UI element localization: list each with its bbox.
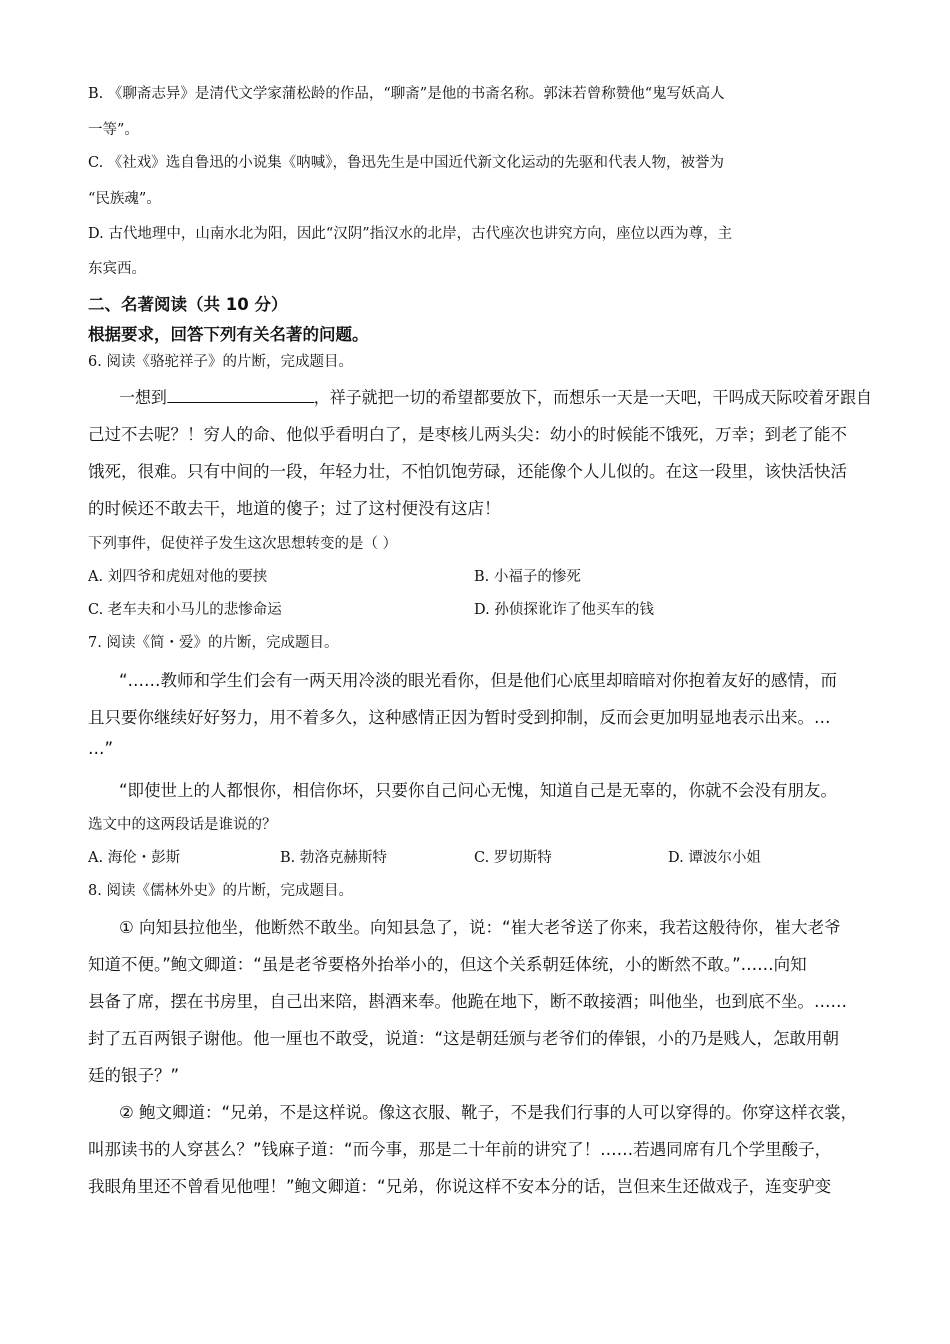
q7-passage1-line2: 且只要你继续好好努力，用不着多久，这种感情正因为暂时受到抑制，反而会更加明显地表示出来。…	[88, 708, 831, 727]
q8-stem: 8. 阅读《儒林外史》的片断，完成题目。	[88, 883, 353, 899]
q7-stem: 7. 阅读《简・爱》的片断，完成题目。	[88, 635, 339, 651]
q8-passage2-line1: ② 鲍文卿道：“兄弟，不是这样说。像这衣服、靴子，不是我们行事的人可以穿得的。你穿这样衣裳，	[119, 1103, 858, 1122]
q8-passage2-line2: 叫那读书的人穿甚么？”钱麻子道：“而今事，那是二十年前的讲究了！……若遇同席有几个学里酸子，	[88, 1140, 832, 1159]
q6-option-d[interactable]: D. 孙侦探讹诈了他买车的钱	[474, 602, 654, 618]
q8-passage1-line4: 封了五百两银子谢他。他一厘也不敢受，说道：“这是朝廷颁与老爷们的俸银，小的乃是贱人，怎敢用朝	[88, 1029, 840, 1048]
option-d-line2: 东宾西。	[88, 261, 146, 277]
q7-option-a[interactable]: A. 海伦・彭斯	[88, 850, 181, 866]
q7-passage1-line3: …”	[88, 739, 114, 758]
q7-passage1-line1: “……教师和学生们会有一两天用冷淡的眼光看你，但是他们心底里却暗暗对你抱着友好的感情，而	[119, 671, 838, 690]
q6-option-b[interactable]: B. 小福子的惨死	[474, 569, 581, 585]
q7-option-b[interactable]: B. 勃洛克赫斯特	[280, 850, 387, 866]
option-c-line2: “民族魂”。	[88, 191, 161, 207]
q6-passage-post: ，祥子就把一切的希望都要放下，而想乐一天是一天吧，干吗成天际咬着牙跟自	[313, 388, 872, 407]
q6-passage-pre: 一想到	[119, 388, 167, 407]
q6-passage-line2: 己过不去呢？！穷人的命、他似乎看明白了，是枣核儿两头尖：幼小的时候能不饿死，万幸；到老了能不	[88, 425, 847, 444]
option-b-line2: 一等”。	[88, 122, 139, 138]
q7-option-c[interactable]: C. 罗切斯特	[474, 850, 552, 866]
q6-option-c[interactable]: C. 老车夫和小马儿的悲惨命运	[88, 602, 282, 618]
section-heading: 二、名著阅读（共 10 分）	[88, 295, 288, 314]
q6-question: 下列事件，促使祥子发生这次思想转变的是（ ）	[88, 536, 398, 552]
q6-stem: 6. 阅读《骆驼祥子》的片断，完成题目。	[88, 354, 353, 370]
q7-question: 选文中的这两段话是谁说的？	[88, 817, 277, 833]
q8-passage2-line3: 我眼角里还不曾看见他哩！”鲍文卿道：“兄弟，你说这样不安本分的话，岂但来生还做戏子，连变驴变	[88, 1177, 832, 1196]
fill-blank[interactable]	[167, 386, 314, 403]
q6-passage-line1	[119, 384, 872, 408]
section-instruction: 根据要求，回答下列有关名著的问题。	[88, 325, 369, 344]
q6-option-a[interactable]: A. 刘四爷和虎妞对他的要挟	[88, 569, 268, 585]
q6-passage-line4: 的时候还不敢去干，地道的傻子；过了这村便没有这店！	[88, 499, 501, 518]
q8-passage1-line2: 知道不便。”鲍文卿道：“虽是老爷要格外抬举小的，但这个关系朝廷体统，小的断然不敢。”……向知	[88, 955, 807, 974]
q8-passage1-line3: 县备了席，摆在书房里，自己出来陪，斟酒来奉。他跪在地下，断不敢接酒；叫他坐，也到底不坐。……	[88, 992, 847, 1011]
option-b-line1: B. 《聊斋志异》是清代文学家蒲松龄的作品，“聊斋”是他的书斋名称。郭沫若曾称赞他“鬼写妖高人	[88, 86, 725, 102]
option-d-line1: D. 古代地理中，山南水北为阳，因此“汉阴”指汉水的北岸，古代座次也讲究方向，座位以西为尊，主	[88, 226, 733, 242]
q7-passage2-line1: “即使世上的人都恨你，相信你坏，只要你自己问心无愧，知道自己是无辜的，你就不会没有朋友。	[119, 781, 838, 800]
option-c-line1: C. 《社戏》选自鲁迅的小说集《呐喊》，鲁迅先生是中国近代新文化运动的先驱和代表人物，被誉为	[88, 155, 725, 171]
q8-passage1-line1: ① 向知县拉他坐，他断然不敢坐。向知县急了，说：“崔大老爷送了你来，我若这般待你，崔大老爷	[119, 918, 841, 937]
q7-option-d[interactable]: D. 谭波尔小姐	[668, 850, 761, 866]
q6-passage-line3: 饿死，很难。只有中间的一段，年轻力壮，不怕饥饱劳碌，还能像个人儿似的。在这一段里，该快活快活	[88, 462, 847, 481]
q8-passage1-line5: 廷的银子？”	[88, 1066, 180, 1085]
